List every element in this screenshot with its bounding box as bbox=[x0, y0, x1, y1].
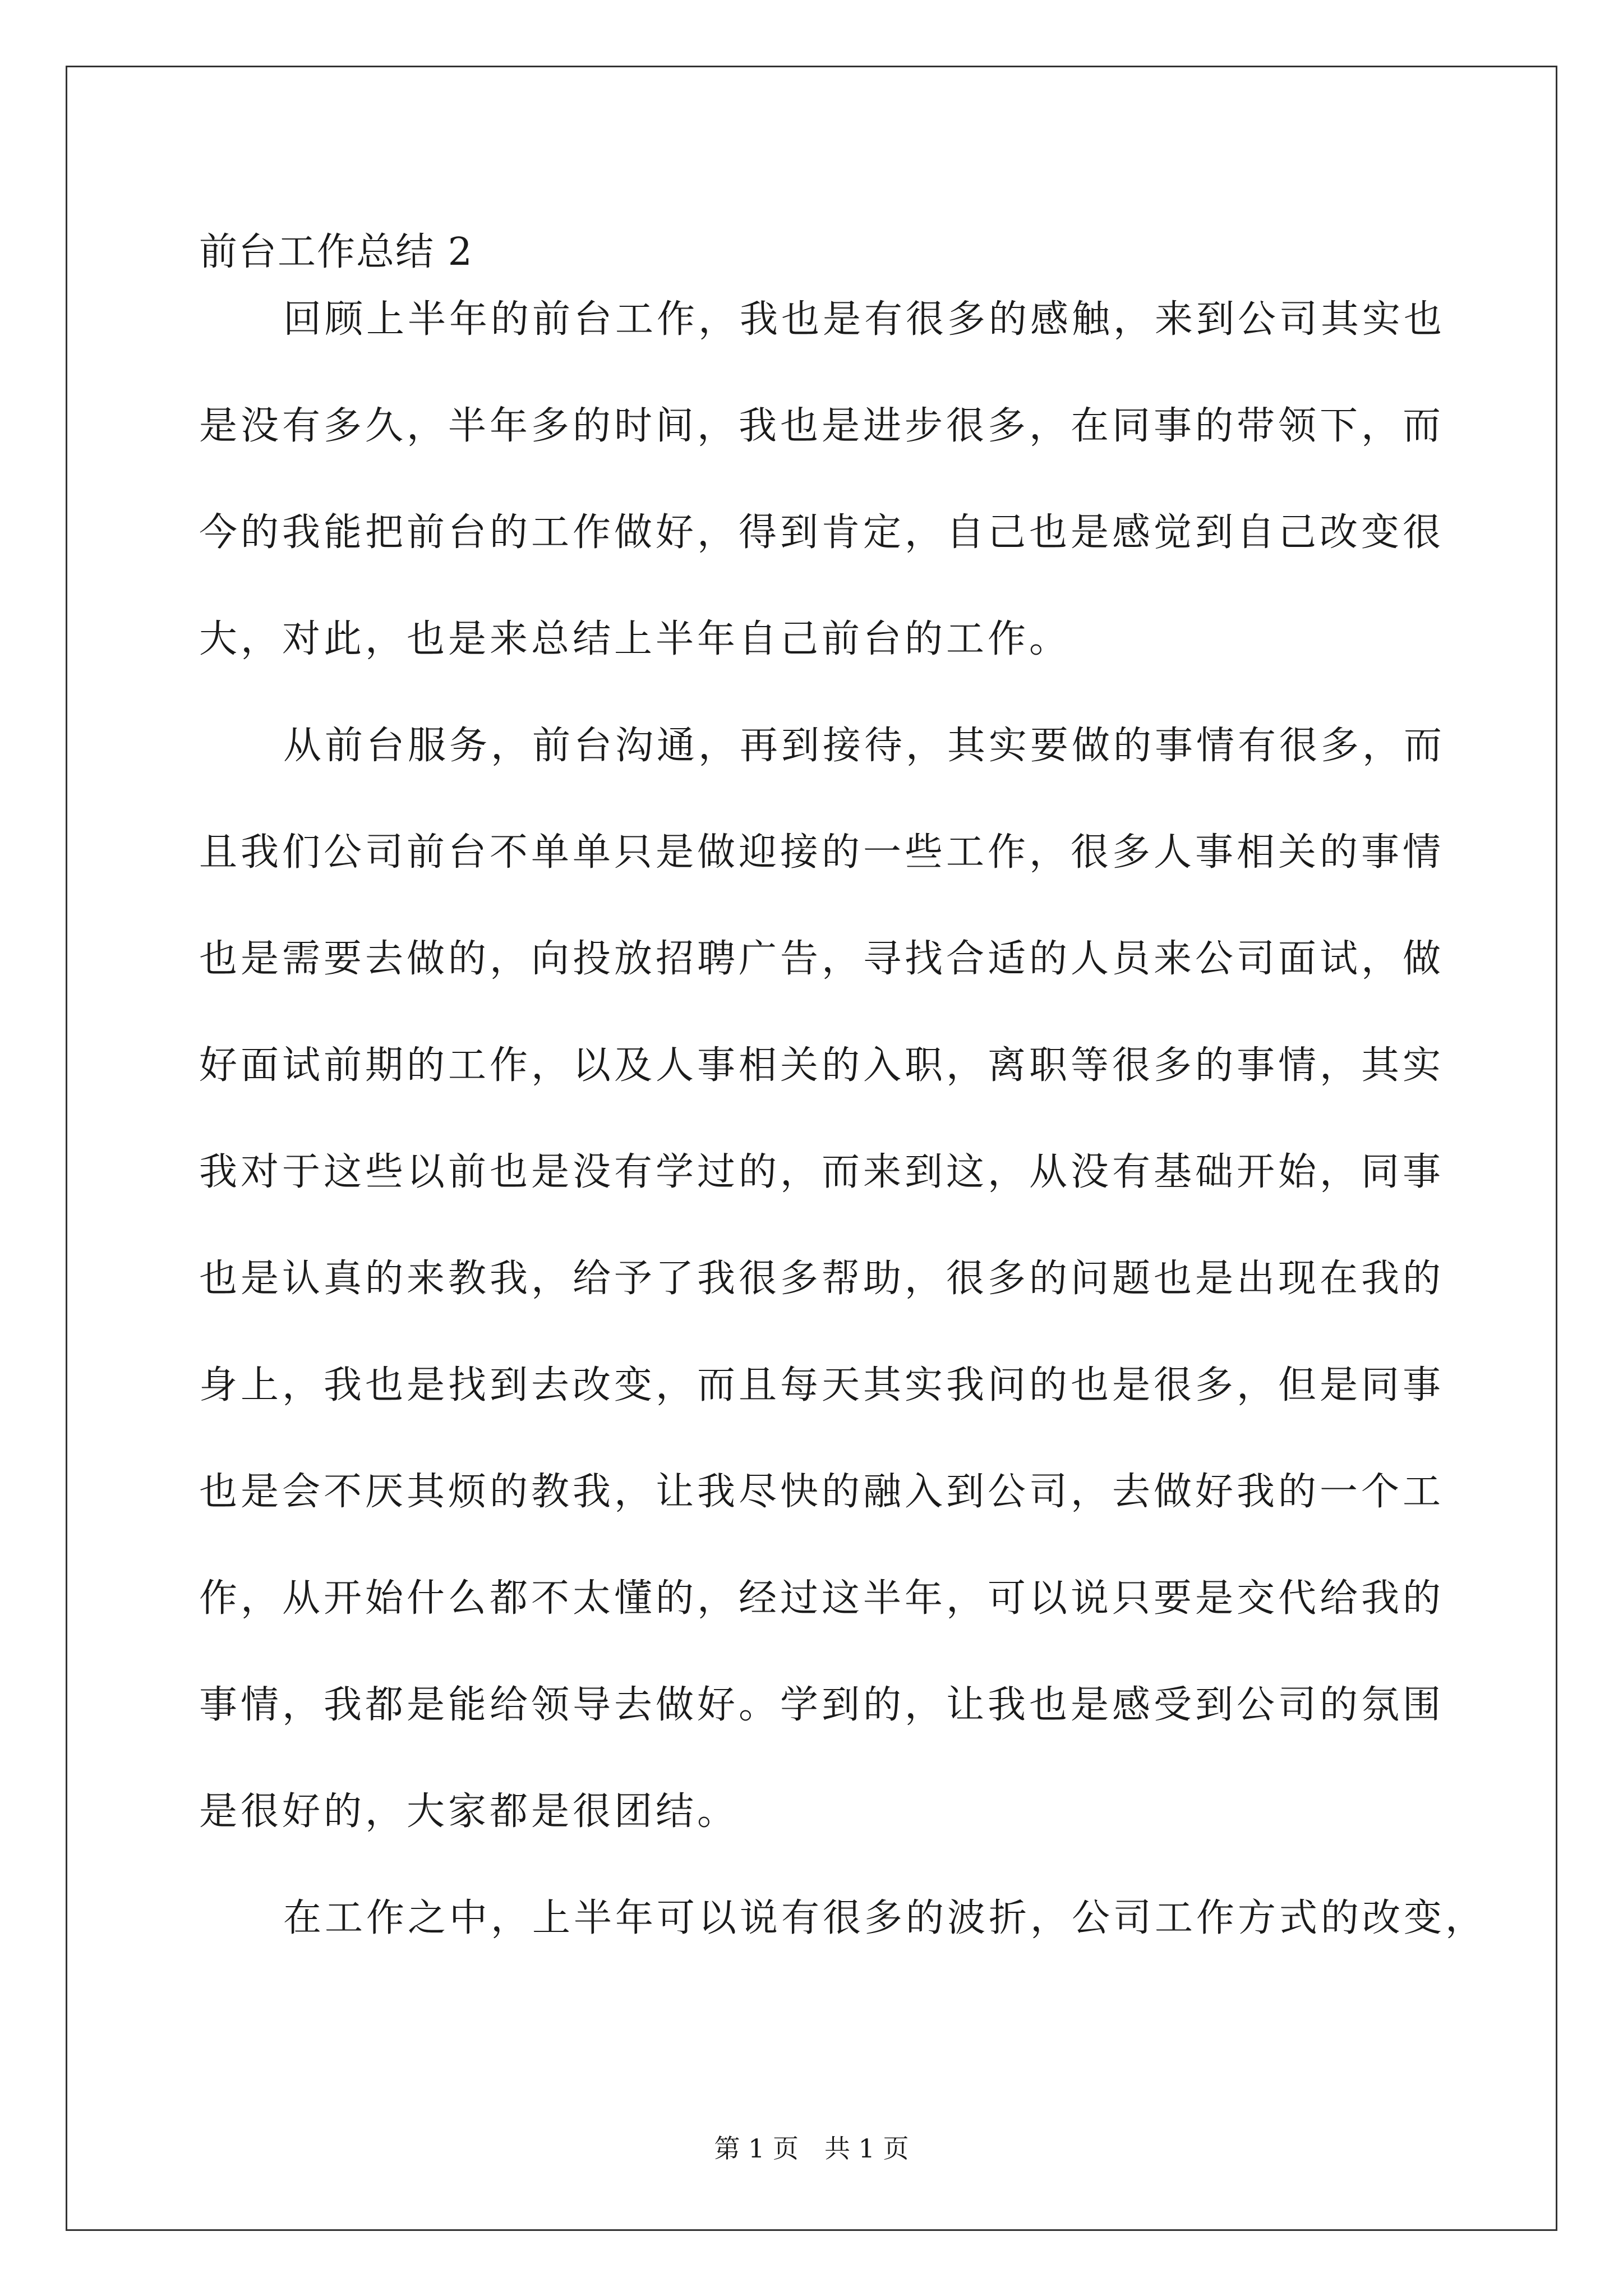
paragraph-line: 今的我能把前台的工作做好，得到肯定，自己也是感觉到自己改变很 bbox=[199, 510, 1445, 555]
paragraph-line: 也是认真的来教我，给予了我很多帮助，很多的问题也是出现在我的 bbox=[199, 1257, 1445, 1301]
paragraph-line: 我对于这些以前也是没有学过的，而来到这，从没有基础开始，同事 bbox=[199, 1150, 1445, 1194]
paragraph-line: 在工作之中，上半年可以说有很多的波折，公司工作方式的改变， bbox=[283, 1896, 1487, 1940]
page-total: 共 1 页 bbox=[824, 2133, 909, 2164]
paragraph-line: 从前台服务，前台沟通，再到接待，其实要做的事情有很多，而 bbox=[283, 724, 1446, 768]
paragraph-line: 身上，我也是找到去改变，而且每天其实我问的也是很多，但是同事 bbox=[199, 1363, 1445, 1407]
paragraph-line: 大，对此，也是来总结上半年自己前台的工作。 bbox=[199, 617, 1071, 661]
paragraph-line: 事情，我都是能给领导去做好。学到的，让我也是感受到公司的氛围 bbox=[199, 1683, 1445, 1727]
paragraph-line: 也是需要去做的，向投放招聘广告，寻找合适的人员来公司面试，做 bbox=[199, 937, 1445, 981]
paragraph-2 bbox=[199, 718, 1446, 1890]
paragraph-line: 好面试前期的工作，以及人事相关的入职，离职等很多的事情，其实 bbox=[199, 1043, 1445, 1088]
paragraph-line: 作，从开始什么都不太懂的，经过这半年，可以说只要是交代给我的 bbox=[199, 1576, 1445, 1621]
paragraph-line: 是没有多久，半年多的时间，我也是进步很多，在同事的带领下，而 bbox=[199, 404, 1445, 448]
page-footer bbox=[0, 2132, 1623, 2165]
page-number: 第 1 页 bbox=[714, 2133, 799, 2164]
document-title: 前台工作总结 2 bbox=[199, 230, 473, 274]
paragraph-line: 是很好的，大家都是很团结。 bbox=[199, 1789, 739, 1834]
paragraph-line: 也是会不厌其烦的教我，让我尽快的融入到公司，去做好我的一个工 bbox=[199, 1470, 1445, 1514]
paragraph-1 bbox=[199, 292, 1446, 718]
paragraph-line: 且我们公司前台不单单只是做迎接的一些工作，很多人事相关的事情 bbox=[199, 830, 1445, 875]
paragraph-line: 回顾上半年的前台工作，我也是有很多的感触，来到公司其实也 bbox=[283, 297, 1446, 342]
paragraph-3 bbox=[199, 1890, 1487, 1997]
